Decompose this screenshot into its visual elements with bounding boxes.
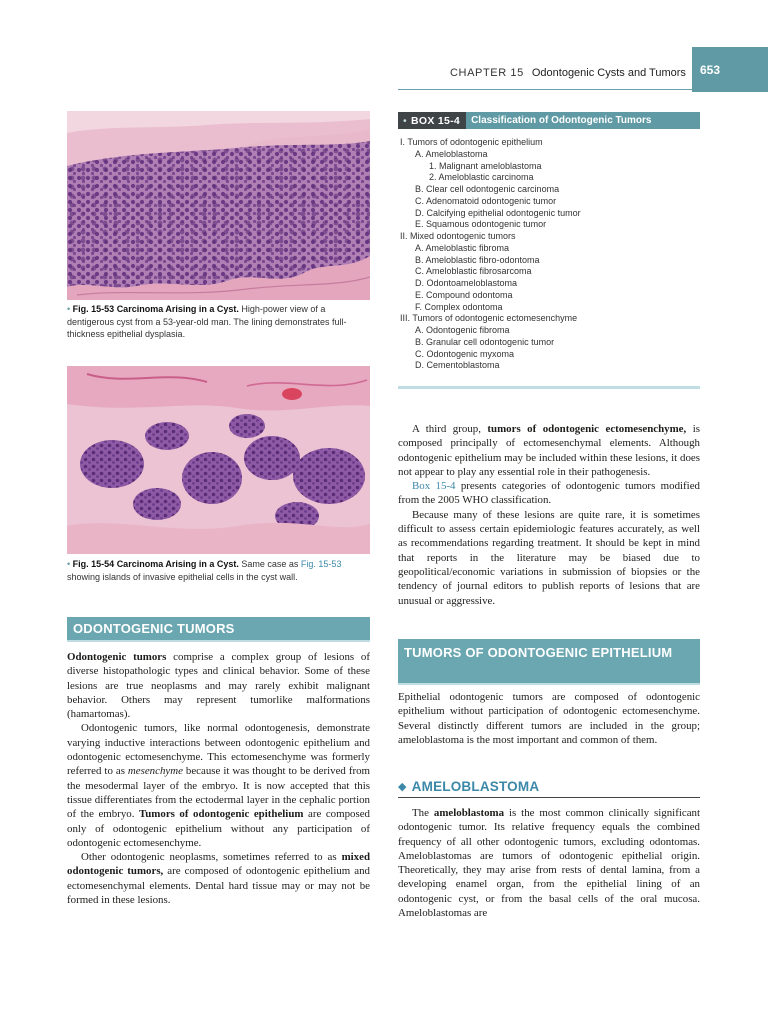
page-number: 653 <box>692 47 768 92</box>
figure-15-54-text-a: Same case as <box>238 559 301 569</box>
header-rule <box>398 89 694 90</box>
caption-bullet: • <box>67 559 71 569</box>
italic-term: mesenchyme <box>127 765 183 778</box>
figure-15-54-label: Fig. 15-54 Carcinoma Arising in a Cyst. <box>72 559 239 569</box>
chapter-label: CHAPTER 15 <box>450 67 524 79</box>
box-list-item: II. Mixed odontogenic tumors <box>400 231 516 241</box>
left-body-text <box>67 650 370 907</box>
box-list-item: D. Calcifying epithelial odontogenic tumor <box>415 207 581 218</box>
text-run: A third group, <box>412 423 488 435</box>
section-heading-odontogenic-tumors: ODONTOGENIC TUMORS <box>67 617 370 642</box>
box-15-4-list <box>400 137 700 372</box>
box-list-item: I. Tumors of odontogenic epithelium <box>400 137 543 147</box>
subheading-ameloblastoma <box>398 776 700 798</box>
box-list-item: F. Complex odontoma <box>415 301 503 312</box>
box-list-item: E. Compound odontoma <box>415 289 513 300</box>
bold-term: tumors of odontogenic ectomesenchyme, <box>487 423 687 435</box>
box-tag-label: BOX 15-4 <box>410 114 461 127</box>
text-run: are composed of odontogenic epithelium and ectomesenchymal elements. Dental hard tissue may or may not be formed in these lesions. <box>67 865 370 907</box>
box-list-item: D. Cementoblastoma <box>415 360 500 371</box>
figure-15-53-text: High-power view of a dentigerous cyst from a 53-year-old man. The lining demonstrates full-thickness epithelial dysplasia. <box>67 304 347 339</box>
bold-term: Odontogenic tumors <box>67 651 167 663</box>
text-run: are composed only of odontogenic epithelium without any participation of odontogenic ectomesenchyme. <box>67 808 370 849</box>
box-list-item: III. Tumors of odontogenic ectomesenchyme <box>400 313 578 324</box>
diamond-icon: ◆ <box>398 781 407 793</box>
text-run: The <box>412 807 434 819</box>
box-15-4-header <box>398 112 700 129</box>
figure-15-54-caption <box>67 558 371 583</box>
text-run: presents categories of odontogenic tumors modified from the 2005 WHO classification. <box>398 480 700 507</box>
section-heading-tumors-epithelium: TUMORS OF ODONTOGENIC EPITHELIUM <box>398 639 700 685</box>
paragraph <box>67 650 370 721</box>
right-intro-text <box>398 422 700 608</box>
box-list-item: A. Ameloblastoma <box>415 148 488 159</box>
box-list-item: E. Squamous odontogenic tumor <box>415 219 547 230</box>
paragraph: Epithelial odontogenic tumors are composed of odontogenic epithelium without participation of odontogenic ectomesenchyme. Several distinctly different tumors are included in the group; ameloblastoma is the most important and common of them. <box>398 691 700 746</box>
paragraph <box>398 479 700 508</box>
caption-bullet: • <box>67 304 71 314</box>
bold-term: mixed odontogenic tumors, <box>67 851 370 878</box>
box-list-item: C. Adenomatoid odontogenic tumor <box>415 195 557 206</box>
paragraph <box>398 422 700 479</box>
subheading-text: AMELOBLASTOMA <box>411 779 540 794</box>
box-bottom-rule <box>398 386 700 389</box>
box-list-item: C. Ameloblastic fibrosarcoma <box>415 266 532 277</box>
figure-15-53-caption <box>67 303 371 341</box>
right-ameloblastoma-text <box>398 806 700 920</box>
box-list-item: A. Ameloblastic fibroma <box>415 242 510 253</box>
box-list-item: C. Odontogenic myxoma <box>415 348 515 359</box>
box-list-item: B. Clear cell odontogenic carcinoma <box>415 184 560 194</box>
paragraph: Because many of these lesions are quite rare, it is sometimes difficult to assess certain epidemiologic features accurately, as well as recommendations regarding treatment. It should be kept in mind that reports in the literature may be biased due to geopolitical/economic variations in submission of biopsies or the tendency of journal editors to publish reports of lesions that are unusual or aggressive. <box>398 508 700 607</box>
chapter-title: Odontogenic Cysts and Tumors <box>531 67 686 79</box>
text-run: is composed principally of ectomesenchymal elements. Although odontogenic epithelium may be included within these lesions, it does not appear to play any essential role in their pathogenesis. <box>398 423 700 478</box>
box-list-item: A. Odontogenic fibroma <box>415 325 510 335</box>
paragraph <box>398 806 700 920</box>
paragraph <box>67 850 370 907</box>
box-list-item: 2. Ameloblastic carcinoma <box>429 172 534 183</box>
figure-15-53-link[interactable]: Fig. 15-53 <box>300 559 342 569</box>
running-header <box>450 67 686 79</box>
box-list-item: B. Granular cell odontogenic tumor <box>415 336 555 347</box>
box-list-item: B. Ameloblastic fibro-odontoma <box>415 254 540 265</box>
figure-15-54-text-b: showing islands of invasive epithelial cells in the cyst wall. <box>67 571 298 582</box>
box-15-4-link[interactable]: Box 15-4 <box>412 480 456 493</box>
text-run: comprise a complex group of lesions of diverse histopathologic types and clinical behavior. Some of these lesions are true neoplasms and may rarely exhibit malignant behavior. Others may represent tumorlike malformations (hamartomas). <box>67 651 370 721</box>
bold-term: Tumors of odontogenic epithelium <box>138 808 304 821</box>
box-title: Classification of Odontogenic Tumors <box>466 112 700 129</box>
figure-15-53-label: Fig. 15-53 Carcinoma Arising in a Cyst. <box>72 304 239 314</box>
text-run: because it was thought to be derived from the mesodermal layer of the embryo. It is now accepted that this tissue differentiates from the ectodermal layer in the cephalic portion of the embryo. <box>67 765 370 821</box>
text-run: is the most common clinically significant odontogenic tumor. Its relative frequency equals the combined frequency of all other odontogenic tumors, excluding odontomas. Ameloblastomas are tumors of odontogenic epithelial origin. Theoretically, they may arise from rests of dental lamina, from a developing enamel organ, from the epithelial lining of an odontogenic cyst, or from the basal cells of the oral mucosa. Ameloblastomas are <box>398 807 700 920</box>
box-list-item: 1. Malignant ameloblastoma <box>429 160 542 171</box>
box-bullet: • <box>403 114 407 127</box>
text-run: Odontogenic tumors, like normal odontogenesis, demonstrate varying inductive interactions between odontogenic epithelium and odontogenic ectomesenchyme. This ectomesenchyme was formerly referred to as <box>67 722 370 778</box>
text-run: Other odontogenic neoplasms, sometimes referred to as <box>81 851 342 864</box>
bold-term: ameloblastoma <box>433 807 505 819</box>
box-tag <box>398 112 466 129</box>
figure-15-53-image <box>67 111 370 300</box>
right-epithelium-text <box>398 690 700 747</box>
figure-15-54-image <box>67 366 370 554</box>
box-list-item: D. Odontoameloblastoma <box>415 278 518 288</box>
paragraph <box>67 721 370 850</box>
